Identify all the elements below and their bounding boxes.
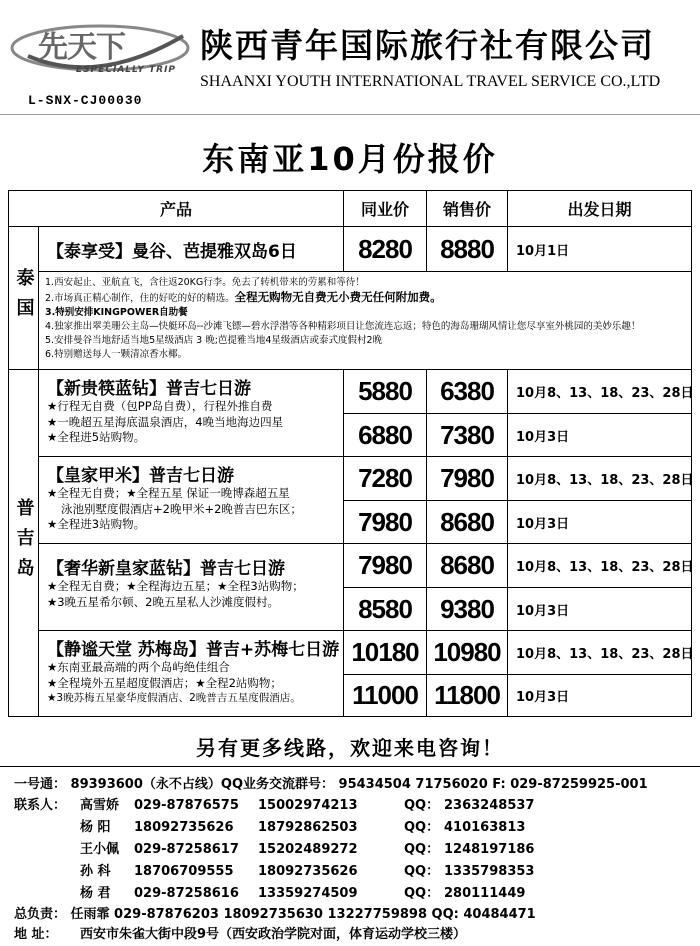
depart-date: 10月8、13、18、23、28日 xyxy=(507,369,692,414)
contact-qq-label: QQ： xyxy=(404,820,440,835)
contact-qq-label: QQ： xyxy=(404,798,440,813)
feature-line: ★全程无自费；★全程五星 保证一晚博森超五星 xyxy=(47,486,290,500)
contact-qq-label: QQ： xyxy=(404,842,440,857)
sale-price: 9380 xyxy=(426,587,508,631)
sale-price: 7980 xyxy=(426,456,508,501)
feature-line: 泳池别墅度假酒店+2晚甲米+2晚普吉巴东区； xyxy=(61,501,302,516)
company-logo xyxy=(8,8,193,93)
note-line: 6.特别赠送每人一颗清凉香水椰。 xyxy=(45,349,188,360)
company-name-en: SHAANXI YOUTH INTERNATIONAL TRAVEL SERVICE CO.,LTD xyxy=(200,73,661,90)
product-name: 【新贵筷蓝钻】普吉七日游 xyxy=(47,379,251,399)
contacts-label: 联系人： xyxy=(14,798,67,813)
logo-subtitle: ESPECIALLY TRIP xyxy=(76,65,177,75)
feature-line: ★全程进5站购物。 xyxy=(47,430,146,444)
trade-price: 7980 xyxy=(343,500,427,544)
contact-name: 王小佩 xyxy=(80,842,120,857)
note-line: 2.市场真正精心制作，住的好吃的好的精选。全程无购物无自费无小费无任何附加费。 xyxy=(45,290,442,304)
note-line: 5.安排曼谷当地舒适当地5星级酒店 3 晚;芭提雅当地4星级酒店或泰式度假村2晚 xyxy=(45,335,382,346)
header-divider xyxy=(0,114,700,115)
trade-price: 5880 xyxy=(343,369,427,414)
page-title: 东南亚10月份报价 xyxy=(202,140,498,178)
depart-date: 10月3日 xyxy=(507,413,692,457)
feature-line: ★东南亚最高端的两个岛屿绝佳组合 xyxy=(47,660,230,674)
depart-date: 10月3日 xyxy=(507,500,692,544)
contact-name: 高雪娇 xyxy=(80,798,120,813)
license-number: L-SNX-CJ00030 xyxy=(28,93,143,108)
region-thailand: 泰国 xyxy=(8,226,39,370)
sale-price: 8680 xyxy=(426,500,508,544)
contact-name: 杨 阳 xyxy=(80,820,111,835)
feature-line: ★全程境外五星超度假酒店；★全程2站购物； xyxy=(47,675,282,690)
contact-name: 杨 君 xyxy=(80,886,111,901)
note-line: 3.特别安排KINGPOWER自助餐 xyxy=(45,307,188,318)
contact-tel: 029-87258616 xyxy=(134,886,239,901)
depart-date: 10月8、13、18、23、28日 xyxy=(507,543,692,588)
sale-price: 8680 xyxy=(426,543,508,588)
feature-line: ★一晚超五星海底温泉酒店，4晚当地海边四星 xyxy=(47,414,284,429)
logo-text: 先天下 xyxy=(38,30,125,65)
trade-price: 8580 xyxy=(343,587,427,631)
product-thailand xyxy=(38,226,344,272)
contact-tel: 18706709555 xyxy=(134,864,234,879)
product-phuket-1 xyxy=(38,369,344,457)
product-phuket-2 xyxy=(38,456,344,544)
contact-mobile: 15202489272 xyxy=(258,842,358,857)
contact-mobile: 13359274509 xyxy=(258,886,358,901)
product-name: 【奢华新皇家蓝钻】普吉七日游 xyxy=(47,559,285,579)
trade-price: 10180 xyxy=(343,630,427,675)
company-name-cn: 陕西青年国际旅行社有限公司 xyxy=(200,26,655,65)
product-name: 【静谧天堂 苏梅岛】普吉+苏梅七日游 xyxy=(47,640,340,660)
note-line: 4.独家推出翠美珊公主岛—快艇环岛--沙滩飞镖—碧水浮潜等各种精彩项目让您流连忘返；特色的海岛珊瑚风情让您尽享室外桃园的美妙乐趣！ xyxy=(45,321,641,332)
contact-mobile: 18092735626 xyxy=(258,864,358,879)
depart-date: 10月3日 xyxy=(507,674,692,717)
more-routes-banner: 另有更多线路，欢迎来电咨询！ xyxy=(196,736,504,760)
hotline-line: 一号通： 89393600（永不占线）QQ业务交流群号： 95434504 71756020 F: 029-87259925-001 xyxy=(14,777,648,792)
note-highlight: 全程无购物无自费无小费无任何附加费。 xyxy=(234,290,442,304)
feature-line: ★3晚苏梅五星豪华度假酒店、2晚普吉五星度假酒店。 xyxy=(47,692,301,704)
footer-divider xyxy=(0,766,700,767)
product-name: 【泰享受】曼谷、芭提雅双岛6日 xyxy=(47,241,297,262)
sale-price: 8880 xyxy=(426,226,508,272)
product-name: 【皇家甲米】普吉七日游 xyxy=(47,466,234,486)
header-depart-date: 出发日期 xyxy=(507,190,692,227)
sale-price: 6380 xyxy=(426,369,508,414)
contact-qq: 410163813 xyxy=(444,820,526,835)
header-trade-price: 同业价 xyxy=(343,190,427,227)
contact-mobile: 15002974213 xyxy=(258,798,358,813)
header-product: 产品 xyxy=(8,190,344,227)
address-label: 地 址： xyxy=(14,927,58,942)
sale-price: 11800 xyxy=(426,674,508,717)
sale-price: 7380 xyxy=(426,413,508,457)
trade-price: 6880 xyxy=(343,413,427,457)
trade-price: 7980 xyxy=(343,543,427,588)
feature-line: ★3晚五星希尔顿、2晚五星私人沙滩度假村。 xyxy=(47,594,279,609)
contact-qq-label: QQ： xyxy=(404,886,440,901)
depart-date: 10月8、13、18、23、28日 xyxy=(507,456,692,501)
contact-tel: 029-87876575 xyxy=(134,798,239,813)
contact-tel: 18092735626 xyxy=(134,820,234,835)
product-phuket-3 xyxy=(38,543,344,631)
contact-qq: 1248197186 xyxy=(444,842,535,857)
contact-qq-label: QQ： xyxy=(404,864,440,879)
contact-qq: 280111449 xyxy=(444,886,526,901)
depart-date: 10月3日 xyxy=(507,587,692,631)
trade-price: 7280 xyxy=(343,456,427,501)
header-sale-price: 销售价 xyxy=(426,190,508,227)
depart-date: 10月8、13、18、23、28日 xyxy=(507,630,692,675)
region-phuket: 普吉岛 xyxy=(8,369,39,717)
contact-qq: 2363248537 xyxy=(444,798,535,813)
trade-price: 8280 xyxy=(343,226,427,272)
contact-tel: 029-87258617 xyxy=(134,842,239,857)
contact-mobile: 18792862503 xyxy=(258,820,358,835)
contact-name: 孙 科 xyxy=(80,864,111,879)
manager-line: 总负责： 任雨霏 029-87876203 18092735630 13227759898 QQ: 40484471 xyxy=(14,907,536,922)
thailand-notes xyxy=(38,271,692,370)
sale-price: 10980 xyxy=(426,630,508,675)
feature-line: ★全程进3站购物。 xyxy=(47,517,146,531)
trade-price: 11000 xyxy=(343,674,427,717)
feature-line: ★全程无自费；★全程海边五星；★全程3站购物； xyxy=(47,579,304,593)
note-line: 1.西安起止、亚航直飞，含往返20KG行李。免去了转机带来的劳累和等待！ xyxy=(45,277,365,288)
address: 西安市朱雀大街中段9号（西安政治学院对面，体育运动学校三楼） xyxy=(80,927,467,942)
product-phuket-4 xyxy=(38,630,344,717)
feature-line: ★行程无自费（包PP岛自费），行程外推自费 xyxy=(47,399,273,413)
contact-qq: 1335798353 xyxy=(444,864,535,879)
depart-date: 10月1日 xyxy=(507,226,692,272)
